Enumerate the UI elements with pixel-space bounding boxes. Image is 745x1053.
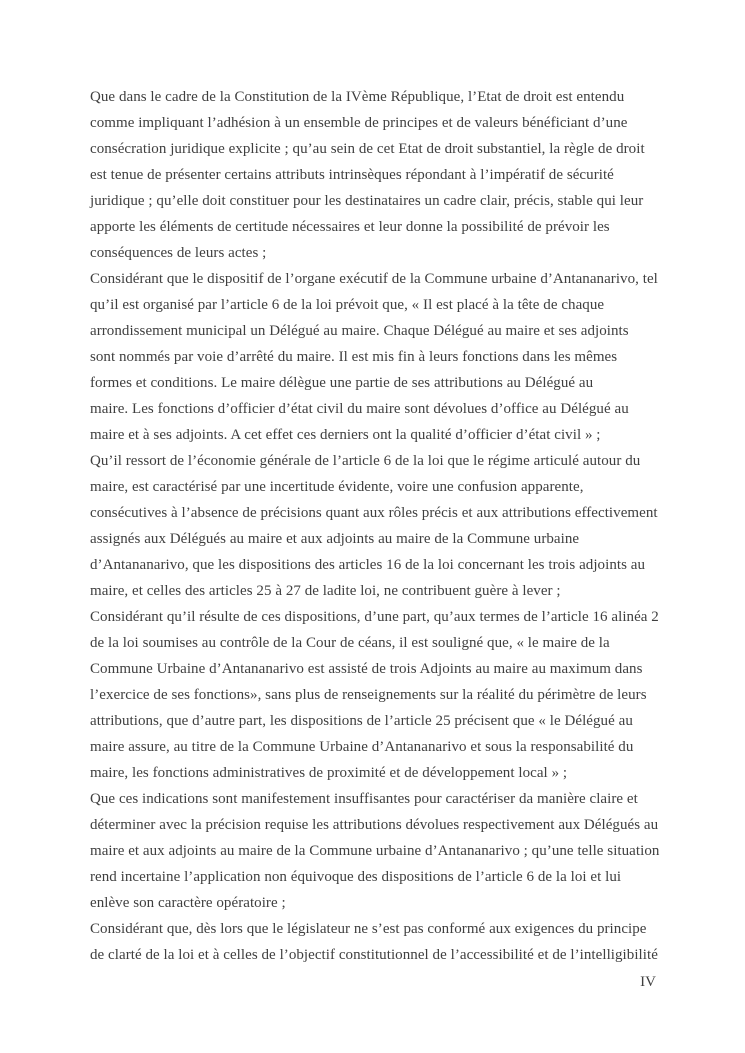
text-line: attributions, que d’autre part, les dispositions de l’article 25 précisent que « le Délégué au — [90, 713, 633, 729]
text-line: maire, est caractérisé par une incertitude évidente, voire une confusion apparente, — [90, 479, 584, 495]
paragraph — [90, 448, 670, 604]
page-number: IV — [640, 974, 656, 990]
text-line: maire, et celles des articles 25 à 27 de ladite loi, ne contribuent guère à lever ; — [90, 583, 561, 599]
text-line: Commune Urbaine d’Antananarivo est assisté de trois Adjoints au maire au maximum dans — [90, 661, 643, 677]
text-line: maire. Les fonctions d’officier d’état civil du maire sont dévolues d’office au Délégué au — [90, 401, 629, 417]
text-line: formes et conditions. Le maire délègue une partie de ses attributions au Délégué au — [90, 375, 594, 391]
text-line: assignés aux Délégués au maire et aux adjoints au maire de la Commune urbaine — [90, 531, 580, 547]
text-line: de clarté de la loi et à celles de l’objectif constitutionnel de l’accessibilité et de l’intelligibilité — [90, 947, 658, 963]
text-line: maire et aux adjoints au maire de la Commune urbaine d’Antananarivo ; qu’une telle situation — [90, 843, 660, 859]
text-line: Considérant que, dès lors que le législateur ne s’est pas conformé aux exigences du principe — [90, 921, 647, 937]
text-line: est tenue de présenter certains attributs intrinsèques répondant à l’impératif de sécurité — [90, 167, 614, 183]
text-line: de la loi soumises au contrôle de la Cour de céans, il est souligné que, « le maire de la — [90, 635, 610, 651]
paragraph — [90, 786, 670, 916]
paragraph — [90, 604, 670, 786]
text-line: maire et à ses adjoints. A cet effet ces derniers ont la qualité d’officier d’état civil » ; — [90, 427, 601, 443]
text-line: juridique ; qu’elle doit constituer pour les destinataires un cadre clair, précis, stable qui leur — [90, 193, 644, 209]
text-line: maire, les fonctions administratives de proximité et de développement local » ; — [90, 765, 568, 781]
text-line: maire assure, au titre de la Commune Urbaine d’Antananarivo et sous la responsabilité du — [90, 739, 634, 755]
text-line: sont nommés par voie d’arrêté du maire. Il est mis fin à leurs fonctions dans les mêmes — [90, 349, 618, 365]
text-line: Que ces indications sont manifestement insuffisantes pour caractériser da manière claire et — [90, 791, 638, 807]
text-line: rend incertaine l’application non équivoque des dispositions de l’article 6 de la loi et lui — [90, 869, 622, 885]
text-line: apporte les éléments de certitude nécessaires et leur donne la possibilité de prévoir les — [90, 219, 610, 235]
text-line: comme impliquant l’adhésion à un ensemble de principes et de valeurs bénéficiant d’une — [90, 115, 628, 131]
text-line: Considérant qu’il résulte de ces dispositions, d’une part, qu’aux termes de l’article 16 alinéa 2 — [90, 609, 659, 625]
text-line: Considérant que le dispositif de l’organe exécutif de la Commune urbaine d’Antananarivo, tel — [90, 271, 658, 287]
text-line: Que dans le cadre de la Constitution de la IVème République, l’Etat de droit est entendu — [90, 89, 625, 105]
paragraph — [90, 266, 670, 448]
paragraph — [90, 84, 670, 266]
text-line: qu’il est organisé par l’article 6 de la loi prévoit que, « Il est placé à la tête de chaque — [90, 297, 605, 313]
document-body — [90, 84, 670, 968]
text-line: arrondissement municipal un Délégué au maire. Chaque Délégué au maire et ses adjoints — [90, 323, 629, 339]
text-line: enlève son caractère opératoire ; — [90, 895, 286, 911]
text-line: l’exercice de ses fonctions», sans plus de renseignements sur la réalité du périmètre de leurs — [90, 687, 647, 703]
text-line: conséquences de leurs actes ; — [90, 245, 267, 261]
text-line: d’Antananarivo, que les dispositions des articles 16 de la loi concernant les trois adjoints au — [90, 557, 646, 573]
paragraph — [90, 916, 670, 968]
text-line: consécutives à l’absence de précisions quant aux rôles précis et aux attributions effectivement — [90, 505, 658, 521]
text-line: Qu’il ressort de l’économie générale de l’article 6 de la loi que le régime articulé autour du — [90, 453, 641, 469]
text-line: consécration juridique explicite ; qu’au sein de cet Etat de droit substantiel, la règle de droit — [90, 141, 645, 157]
text-line: déterminer avec la précision requise les attributions dévolues respectivement aux Délégués au — [90, 817, 659, 833]
